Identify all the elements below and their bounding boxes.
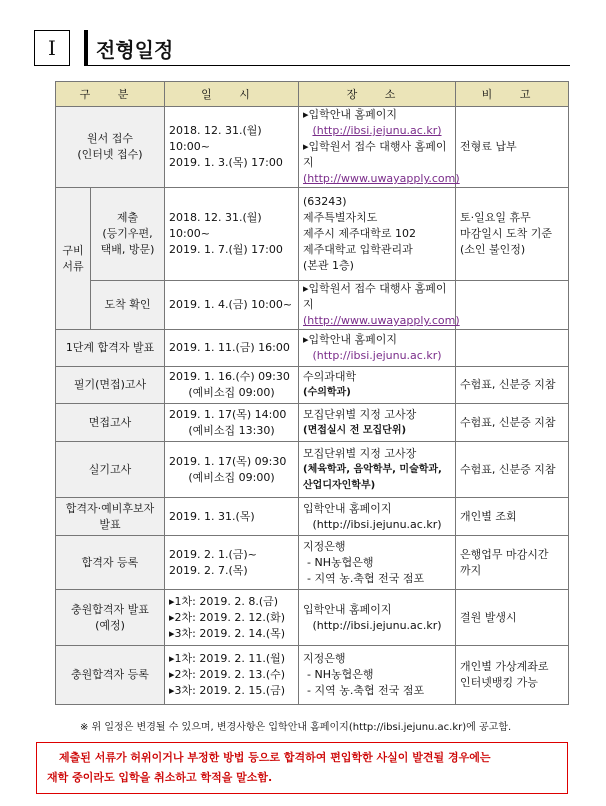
row-label: 1단계 합격자 발표 xyxy=(56,330,165,367)
table-row xyxy=(56,107,569,188)
table-header-row xyxy=(56,82,569,107)
row-place: 입학안내 홈페이지 (http://ibsi.jejunu.ac.kr) xyxy=(299,590,456,646)
row-note xyxy=(456,281,569,330)
row-place: (63243) 제주특별자치도 제주시 제주대학로 102 제주대학교 입학관리과 (본관 1층) xyxy=(299,188,456,281)
row-note: 전형료 납부 xyxy=(456,107,569,188)
schedule-table xyxy=(55,81,569,705)
row-date: 2019. 2. 1.(금)~ 2019. 2. 7.(목) xyxy=(165,536,299,590)
table-row xyxy=(56,536,569,590)
link-ibsi[interactable]: (http://ibsi.jejunu.ac.kr) xyxy=(312,349,442,362)
row-label: 필기(면접)고사 xyxy=(56,367,165,404)
row-date: ▸1차: 2019. 2. 11.(월) ▸2차: 2019. 2. 13.(수) ▸3차: 2019. 2. 15.(금) xyxy=(165,646,299,705)
table-row xyxy=(56,404,569,442)
row-place: 수의과대학 (수의학과) xyxy=(299,367,456,404)
row-date: 2018. 12. 31.(월) 10:00~ 2019. 1. 7.(월) 17:00 xyxy=(165,188,299,281)
table-row xyxy=(56,367,569,404)
row-date: 2019. 1. 16.(수) 09:30 (예비소집 09:00) xyxy=(165,367,299,404)
row-note: 수험표, 신분증 지참 xyxy=(456,367,569,404)
row-label: 제출 (등기우편, 택배, 방문) xyxy=(91,188,165,281)
row-label: 도착 확인 xyxy=(91,281,165,330)
table-row xyxy=(56,281,569,330)
table-row xyxy=(56,442,569,498)
warning-box xyxy=(36,742,568,794)
section-divider xyxy=(84,30,88,66)
row-label: 원서 접수 (인터넷 접수) xyxy=(56,107,165,188)
section-title: 전형일정 xyxy=(96,38,174,62)
row-label: 합격자·예비후보자 발표 xyxy=(56,498,165,536)
link-uwayapply[interactable]: (http://www.uwayapply.com) xyxy=(303,172,460,185)
warning-line: 제출된 서류가 허위이거나 부정한 방법 등으로 합격하여 편입학한 사실이 발견될 경우에는 xyxy=(59,751,491,764)
footnote: ※ 위 일정은 변경될 수 있으며, 변경사항은 입학안내 홈페이지(http://ibsi.jejunu.ac.kr)에 공고함. xyxy=(80,722,512,733)
section-heading xyxy=(34,30,570,68)
row-place: 지정은행 - NH농협은행 - 지역 농.축협 전국 점포 xyxy=(299,536,456,590)
row-place: 지정은행 - NH농협은행 - 지역 농.축협 전국 점포 xyxy=(299,646,456,705)
header-datetime: 일 시 xyxy=(165,82,299,107)
row-note: 개인별 조회 xyxy=(456,498,569,536)
header-category: 구 분 xyxy=(56,82,165,107)
row-place: 입학안내 홈페이지 (http://ibsi.jejunu.ac.kr) xyxy=(299,498,456,536)
row-date: ▸1차: 2019. 2. 8.(금) ▸2차: 2019. 2. 12.(화) ▸3차: 2019. 2. 14.(목) xyxy=(165,590,299,646)
link-ibsi[interactable]: (http://ibsi.jejunu.ac.kr) xyxy=(312,124,442,137)
section-number: I xyxy=(34,30,70,66)
row-note: 개인별 가상계좌로 인터넷뱅킹 가능 xyxy=(456,646,569,705)
row-label: 충원합격자 등록 xyxy=(56,646,165,705)
row-place: ▸입학안내 홈페이지 (http://ibsi.jejunu.ac.kr) ▸입학원서 접수 대행사 홈페이지 (http://www.uwayapply.com) xyxy=(299,107,456,188)
row-label: 합격자 등록 xyxy=(56,536,165,590)
table-row xyxy=(56,188,569,281)
link-uwayapply[interactable]: (http://www.uwayapply.com) xyxy=(303,314,460,327)
row-note: 결원 발생시 xyxy=(456,590,569,646)
row-label: 면접고사 xyxy=(56,404,165,442)
row-date: 2019. 1. 17(목) 14:00 (예비소집 13:30) xyxy=(165,404,299,442)
group-label-documents: 구비 서류 xyxy=(56,188,91,330)
row-place: ▸입학안내 홈페이지 (http://ibsi.jejunu.ac.kr) xyxy=(299,330,456,367)
header-place: 장 소 xyxy=(299,82,456,107)
table-row xyxy=(56,646,569,705)
table-row xyxy=(56,590,569,646)
table-row xyxy=(56,498,569,536)
row-label: 실기고사 xyxy=(56,442,165,498)
header-note: 비 고 xyxy=(456,82,569,107)
row-label: 충원합격자 발표 (예정) xyxy=(56,590,165,646)
section-underline xyxy=(88,65,570,66)
row-place: 모집단위별 지정 고사장 (면접실시 전 모집단위) xyxy=(299,404,456,442)
row-note xyxy=(456,330,569,367)
row-date: 2019. 1. 4.(금) 10:00~ xyxy=(165,281,299,330)
warning-line: 재학 중이라도 입학을 취소하고 학적을 말소함. xyxy=(47,771,273,784)
link-ibsi[interactable]: (http://ibsi.jejunu.ac.kr) xyxy=(312,618,442,632)
row-date: 2019. 1. 17(목) 09:30 (예비소집 09:00) xyxy=(165,442,299,498)
row-date: 2018. 12. 31.(월) 10:00~ 2019. 1. 3.(목) 17:00 xyxy=(165,107,299,188)
row-date: 2019. 1. 11.(금) 16:00 xyxy=(165,330,299,367)
row-place: ▸입학원서 접수 대행사 홈페이지 (http://www.uwayapply.com) xyxy=(299,281,456,330)
row-note: 은행업무 마감시간 까지 xyxy=(456,536,569,590)
row-date: 2019. 1. 31.(목) xyxy=(165,498,299,536)
row-note: 수험표, 신분증 지참 xyxy=(456,404,569,442)
table-row xyxy=(56,330,569,367)
row-note: 토·일요일 휴무 마감일시 도착 기준 (소인 불인정) xyxy=(456,188,569,281)
row-place: 모집단위별 지정 고사장 (체육학과, 음악학부, 미술학과, 산업디자인학부) xyxy=(299,442,456,498)
link-ibsi[interactable]: (http://ibsi.jejunu.ac.kr) xyxy=(312,517,442,531)
row-note: 수험표, 신분증 지참 xyxy=(456,442,569,498)
